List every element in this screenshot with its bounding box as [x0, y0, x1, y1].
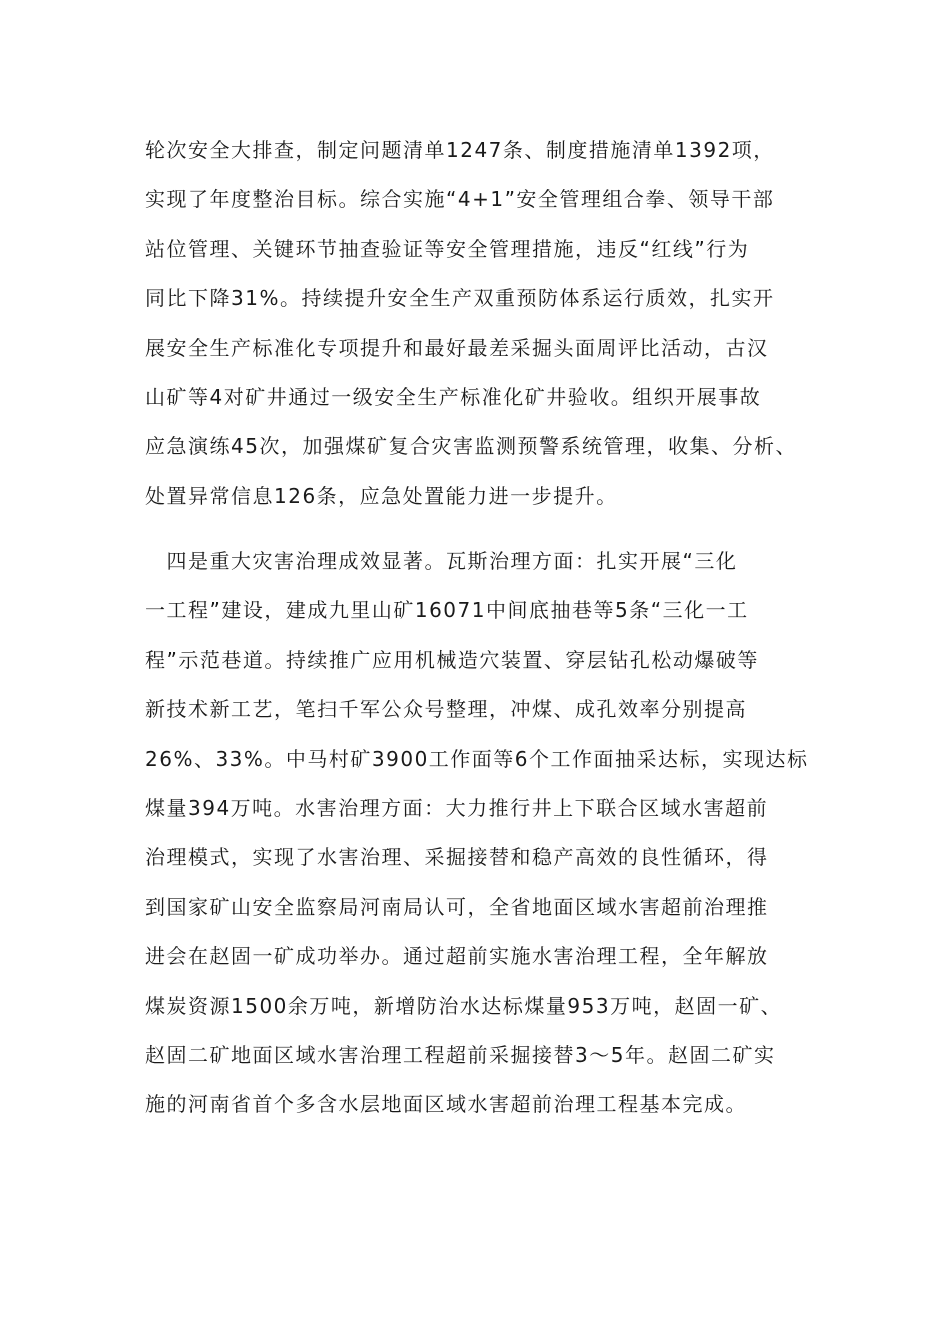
- paragraph-disaster-governance: [145, 537, 825, 1130]
- text-line: 展安全生产标准化专项提升和最好最差采掘头面周评比活动，古汉: [145, 335, 769, 360]
- text-line: 四是重大灾害治理成效显著。瓦斯治理方面：扎实开展“三化: [145, 549, 738, 573]
- text-line: 站位管理、关键环节抽查验证等安全管理措施，违反“红线”行为: [145, 236, 750, 261]
- text-line: 山矿等4对矿井通过一级安全生产标准化矿井验收。组织开展事故: [145, 384, 762, 409]
- text-line: 26%、33%。中马村矿3900工作面等6个工作面抽采达标，实现达标: [145, 746, 809, 771]
- text-line: 处置异常信息126条，应急处置能力进一步提升。: [145, 483, 618, 508]
- text-line: 应急演练45次，加强煤矿复合灾害监测预警系统管理，收集、分析、: [145, 434, 797, 459]
- text-line: 一工程”建设，建成九里山矿16071中间底抽巷等5条“三化一工: [145, 598, 749, 623]
- text-line: 施的河南省首个多含水层地面区域水害超前治理工程基本完成。: [145, 1092, 747, 1117]
- text-line: 新技术新工艺，笔扫千军公众号整理，冲煤、成孔效率分别提高: [145, 697, 747, 722]
- text-line: 煤量394万吨。水害治理方面：大力推行井上下联合区域水害超前: [145, 795, 769, 820]
- paragraph-safety-management: [145, 126, 825, 521]
- text-line: 到国家矿山安全监察局河南局认可，全省地面区域水害超前治理推: [145, 894, 769, 919]
- text-line: 煤炭资源1500余万吨，新增防治水达标煤量953万吨，赵固一矿、: [145, 993, 783, 1018]
- text-line: 进会在赵固一矿成功举办。通过超前实施水害治理工程，全年解放: [145, 944, 769, 969]
- text-line: 治理模式，实现了水害治理、采掘接替和稳产高效的良性循环，得: [145, 845, 769, 870]
- text-line: 实现了年度整治目标。综合实施“4+1”安全管理组合拳、领导干部: [145, 187, 775, 212]
- text-line: 程”示范巷道。持续推广应用机械造穴装置、穿层钻孔松动爆破等: [145, 647, 759, 672]
- text-line: 轮次安全大排查，制定问题清单1247条、制度措施清单1392项，: [145, 138, 775, 162]
- text-line: 赵固二矿地面区域水害治理工程超前采掘接替3～5年。赵固二矿实: [145, 1042, 776, 1067]
- text-line: 同比下降31%。持续提升安全生产双重预防体系运行质效，扎实开: [145, 286, 775, 311]
